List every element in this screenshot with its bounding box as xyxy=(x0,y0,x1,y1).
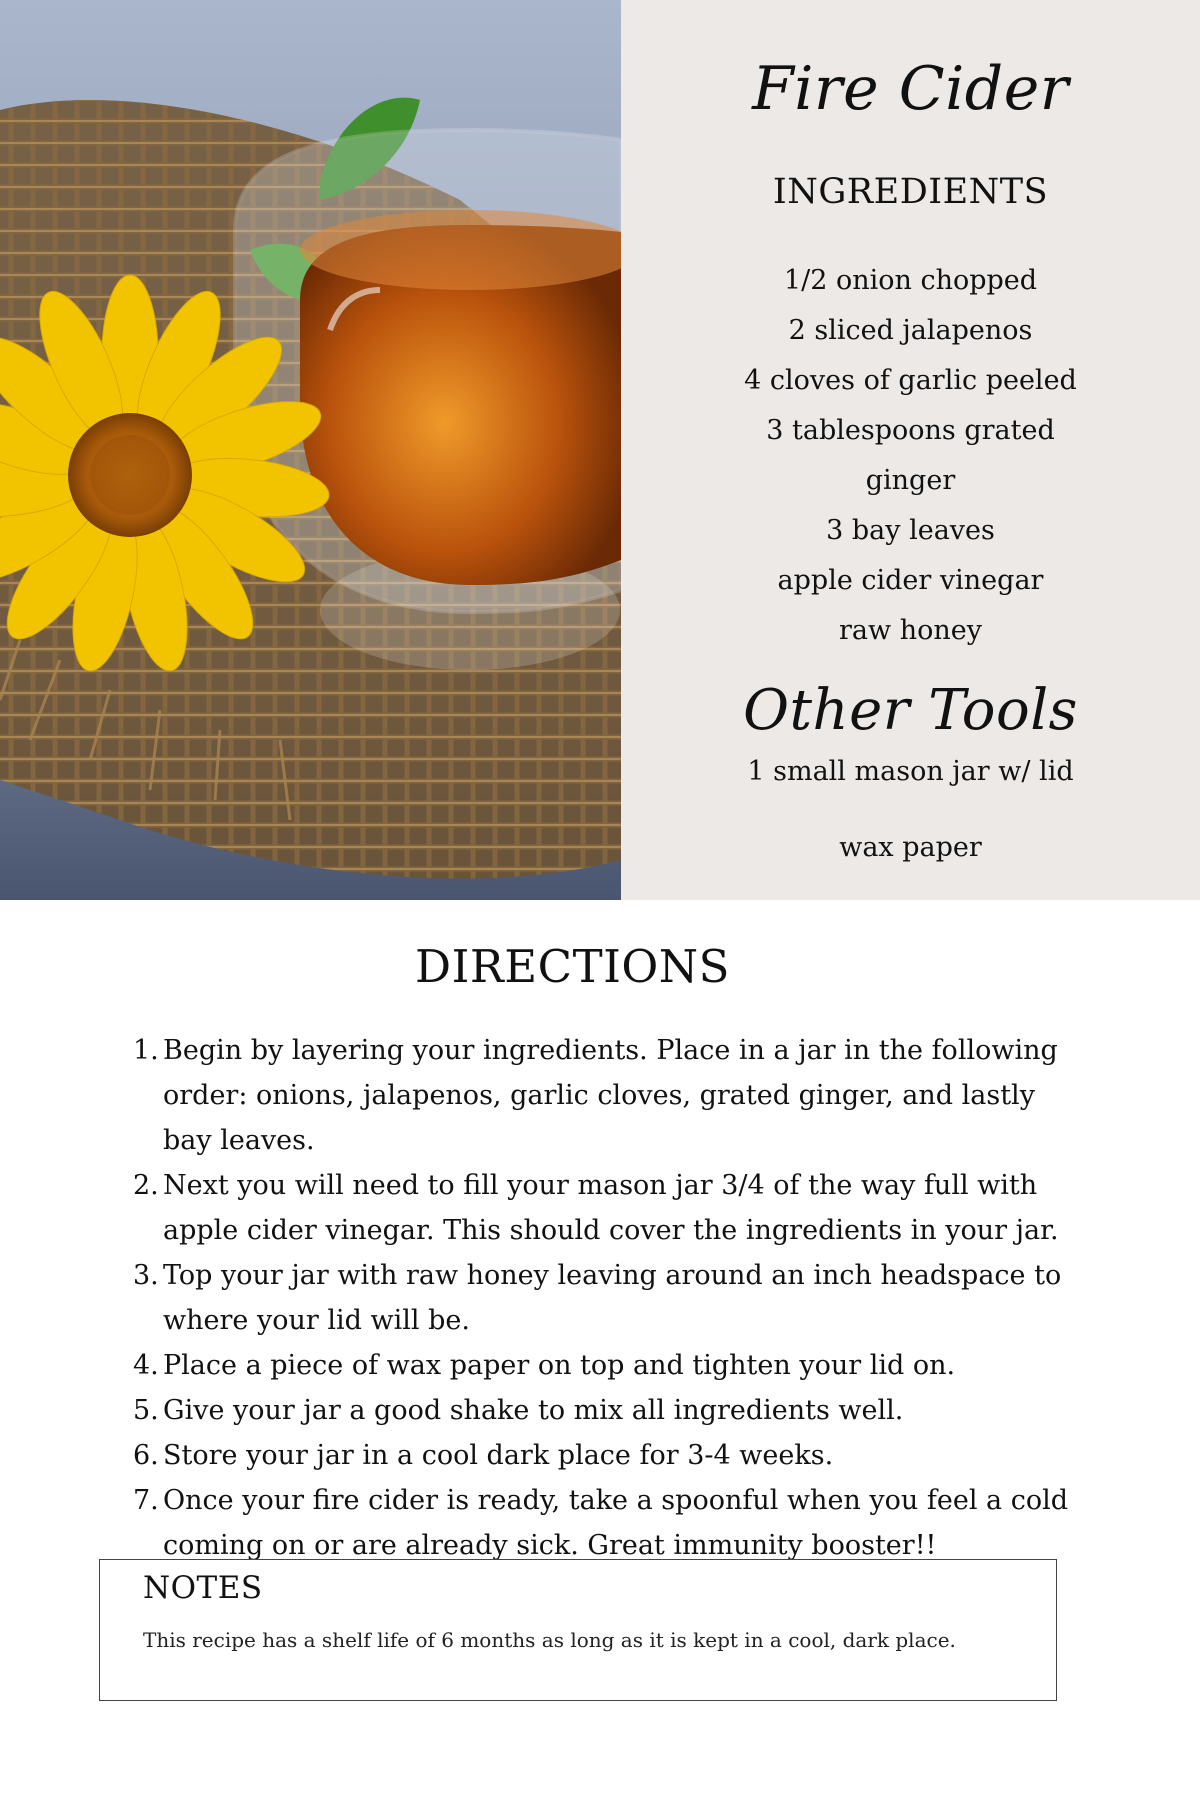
direction-step xyxy=(133,1028,1083,1163)
directions-heading: DIRECTIONS xyxy=(415,940,730,993)
ingredient-item: 4 cloves of garlic peeled xyxy=(744,365,1077,396)
direction-step xyxy=(133,1253,1083,1343)
step-text: Once your fire cider is ready, take a spoonful when you feel a cold coming on or are already sick. Great immunity booster!! xyxy=(163,1485,1069,1561)
step-text: Give your jar a good shake to mix all ingredients well. xyxy=(163,1395,904,1426)
step-number: 3. xyxy=(133,1260,159,1291)
step-text: Store your jar in a cool dark place for 3-4 weeks. xyxy=(163,1440,834,1471)
ingredient-item: apple cider vinegar xyxy=(777,565,1044,596)
hero-photo xyxy=(0,0,621,900)
step-number: 4. xyxy=(133,1350,159,1381)
ingredient-item: 3 bay leaves xyxy=(826,515,995,546)
ingredient-list xyxy=(621,256,1200,656)
ingredient-item: raw honey xyxy=(839,615,982,646)
step-number: 2. xyxy=(133,1170,159,1201)
ingredient-item: 1/2 onion chopped xyxy=(783,265,1038,296)
step-text: Next you will need to fill your mason jar 3/4 of the way full with apple cider vinegar. This should cover the ingredients in your jar. xyxy=(163,1170,1059,1246)
tool-item: 1 small mason jar w/ lid xyxy=(747,756,1074,787)
direction-step xyxy=(133,1478,1083,1568)
notes-text: This recipe has a shelf life of 6 months as long as it is kept in a cool, dark place. xyxy=(143,1628,956,1652)
step-text: Place a piece of wax paper on top and tighten your lid on. xyxy=(163,1350,956,1381)
step-number: 1. xyxy=(133,1035,159,1066)
direction-step xyxy=(133,1163,1083,1253)
step-text: Begin by layering your ingredients. Place in a jar in the following order: onions, jalapenos, garlic cloves, grated ginger, and lastly bay leaves. xyxy=(163,1035,1058,1156)
directions-list xyxy=(133,1028,1083,1568)
direction-step xyxy=(133,1388,1083,1433)
other-tools-heading: Other Tools xyxy=(743,678,1078,743)
honey-flower-image xyxy=(0,0,621,900)
direction-step xyxy=(133,1343,1083,1388)
step-number: 5. xyxy=(133,1395,159,1426)
step-text: Top your jar with raw honey leaving around an inch headspace to where your lid will be. xyxy=(163,1260,1062,1336)
direction-step xyxy=(133,1433,1083,1478)
ingredient-item: 3 tablespoons grated xyxy=(766,415,1055,446)
ingredients-heading: INGREDIENTS xyxy=(772,172,1049,212)
notes-box xyxy=(99,1559,1057,1701)
recipe-title: Fire Cider xyxy=(752,54,1069,124)
recipe-panel xyxy=(621,0,1200,900)
ingredient-item: 2 sliced jalapenos xyxy=(788,315,1033,346)
ingredient-item: ginger xyxy=(865,465,956,496)
notes-heading: NOTES xyxy=(143,1570,263,1606)
step-number: 7. xyxy=(133,1485,159,1516)
tool-item: wax paper xyxy=(839,832,982,863)
step-number: 6. xyxy=(133,1440,159,1471)
